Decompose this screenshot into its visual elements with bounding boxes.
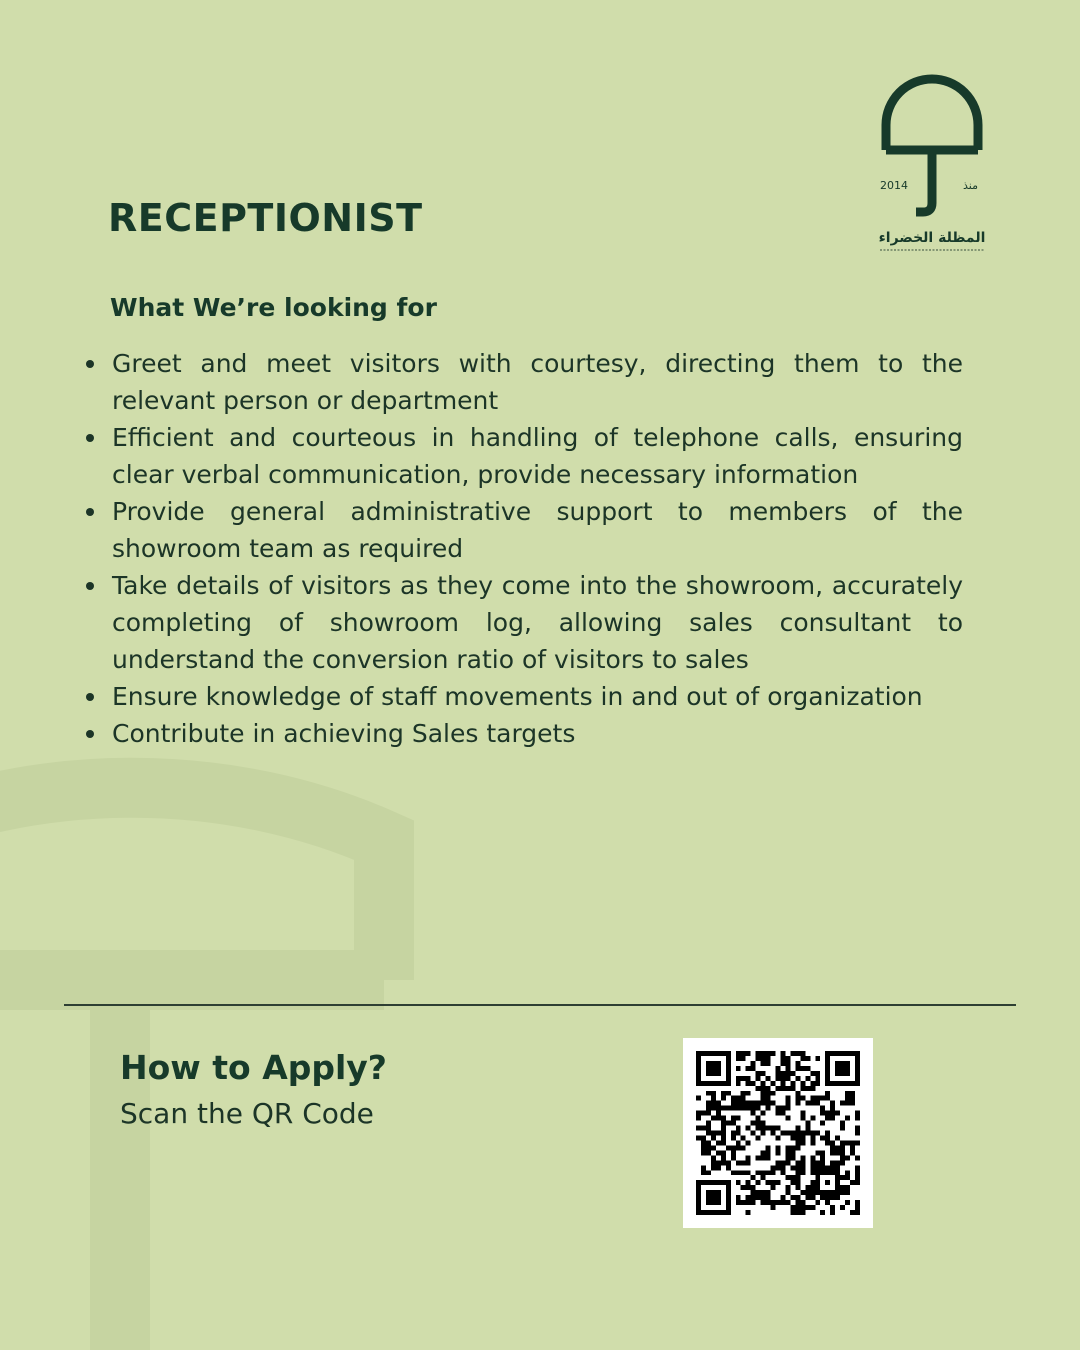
- brand-logo: [872, 70, 992, 260]
- requirements-list: [112, 345, 963, 752]
- list-item: Greet and meet visitors with courtesy, directing them to the relevant person or department: [112, 345, 963, 419]
- list-item: Efficient and courteous in handling of telephone calls, ensuring clear verbal communication, provide necessary information: [112, 419, 963, 493]
- list-item: Provide general administrative support to members of the showroom team as required: [112, 493, 963, 567]
- logo-brand-text: المظلة الخضراء: [878, 230, 986, 246]
- apply-instruction: Scan the QR Code: [120, 1097, 374, 1130]
- logo-since: منذ: [963, 179, 978, 192]
- list-item: Ensure knowledge of staff movements in and out of organization: [112, 678, 963, 715]
- logo-year: 2014: [880, 179, 908, 192]
- job-title: RECEPTIONIST: [108, 196, 423, 240]
- list-item: Take details of visitors as they come into the showroom, accurately completing of showroom log, allowing sales consultant to understand the conversion ratio of visitors to sales: [112, 567, 963, 678]
- umbrella-logo-icon: [886, 79, 978, 212]
- divider: [64, 1004, 1016, 1006]
- apply-heading: How to Apply?: [120, 1048, 387, 1087]
- list-item: Contribute in achieving Sales targets: [112, 715, 963, 752]
- qr-code-icon: [696, 1051, 860, 1215]
- section-heading: What We’re looking for: [110, 293, 437, 322]
- qr-code[interactable]: [683, 1038, 873, 1228]
